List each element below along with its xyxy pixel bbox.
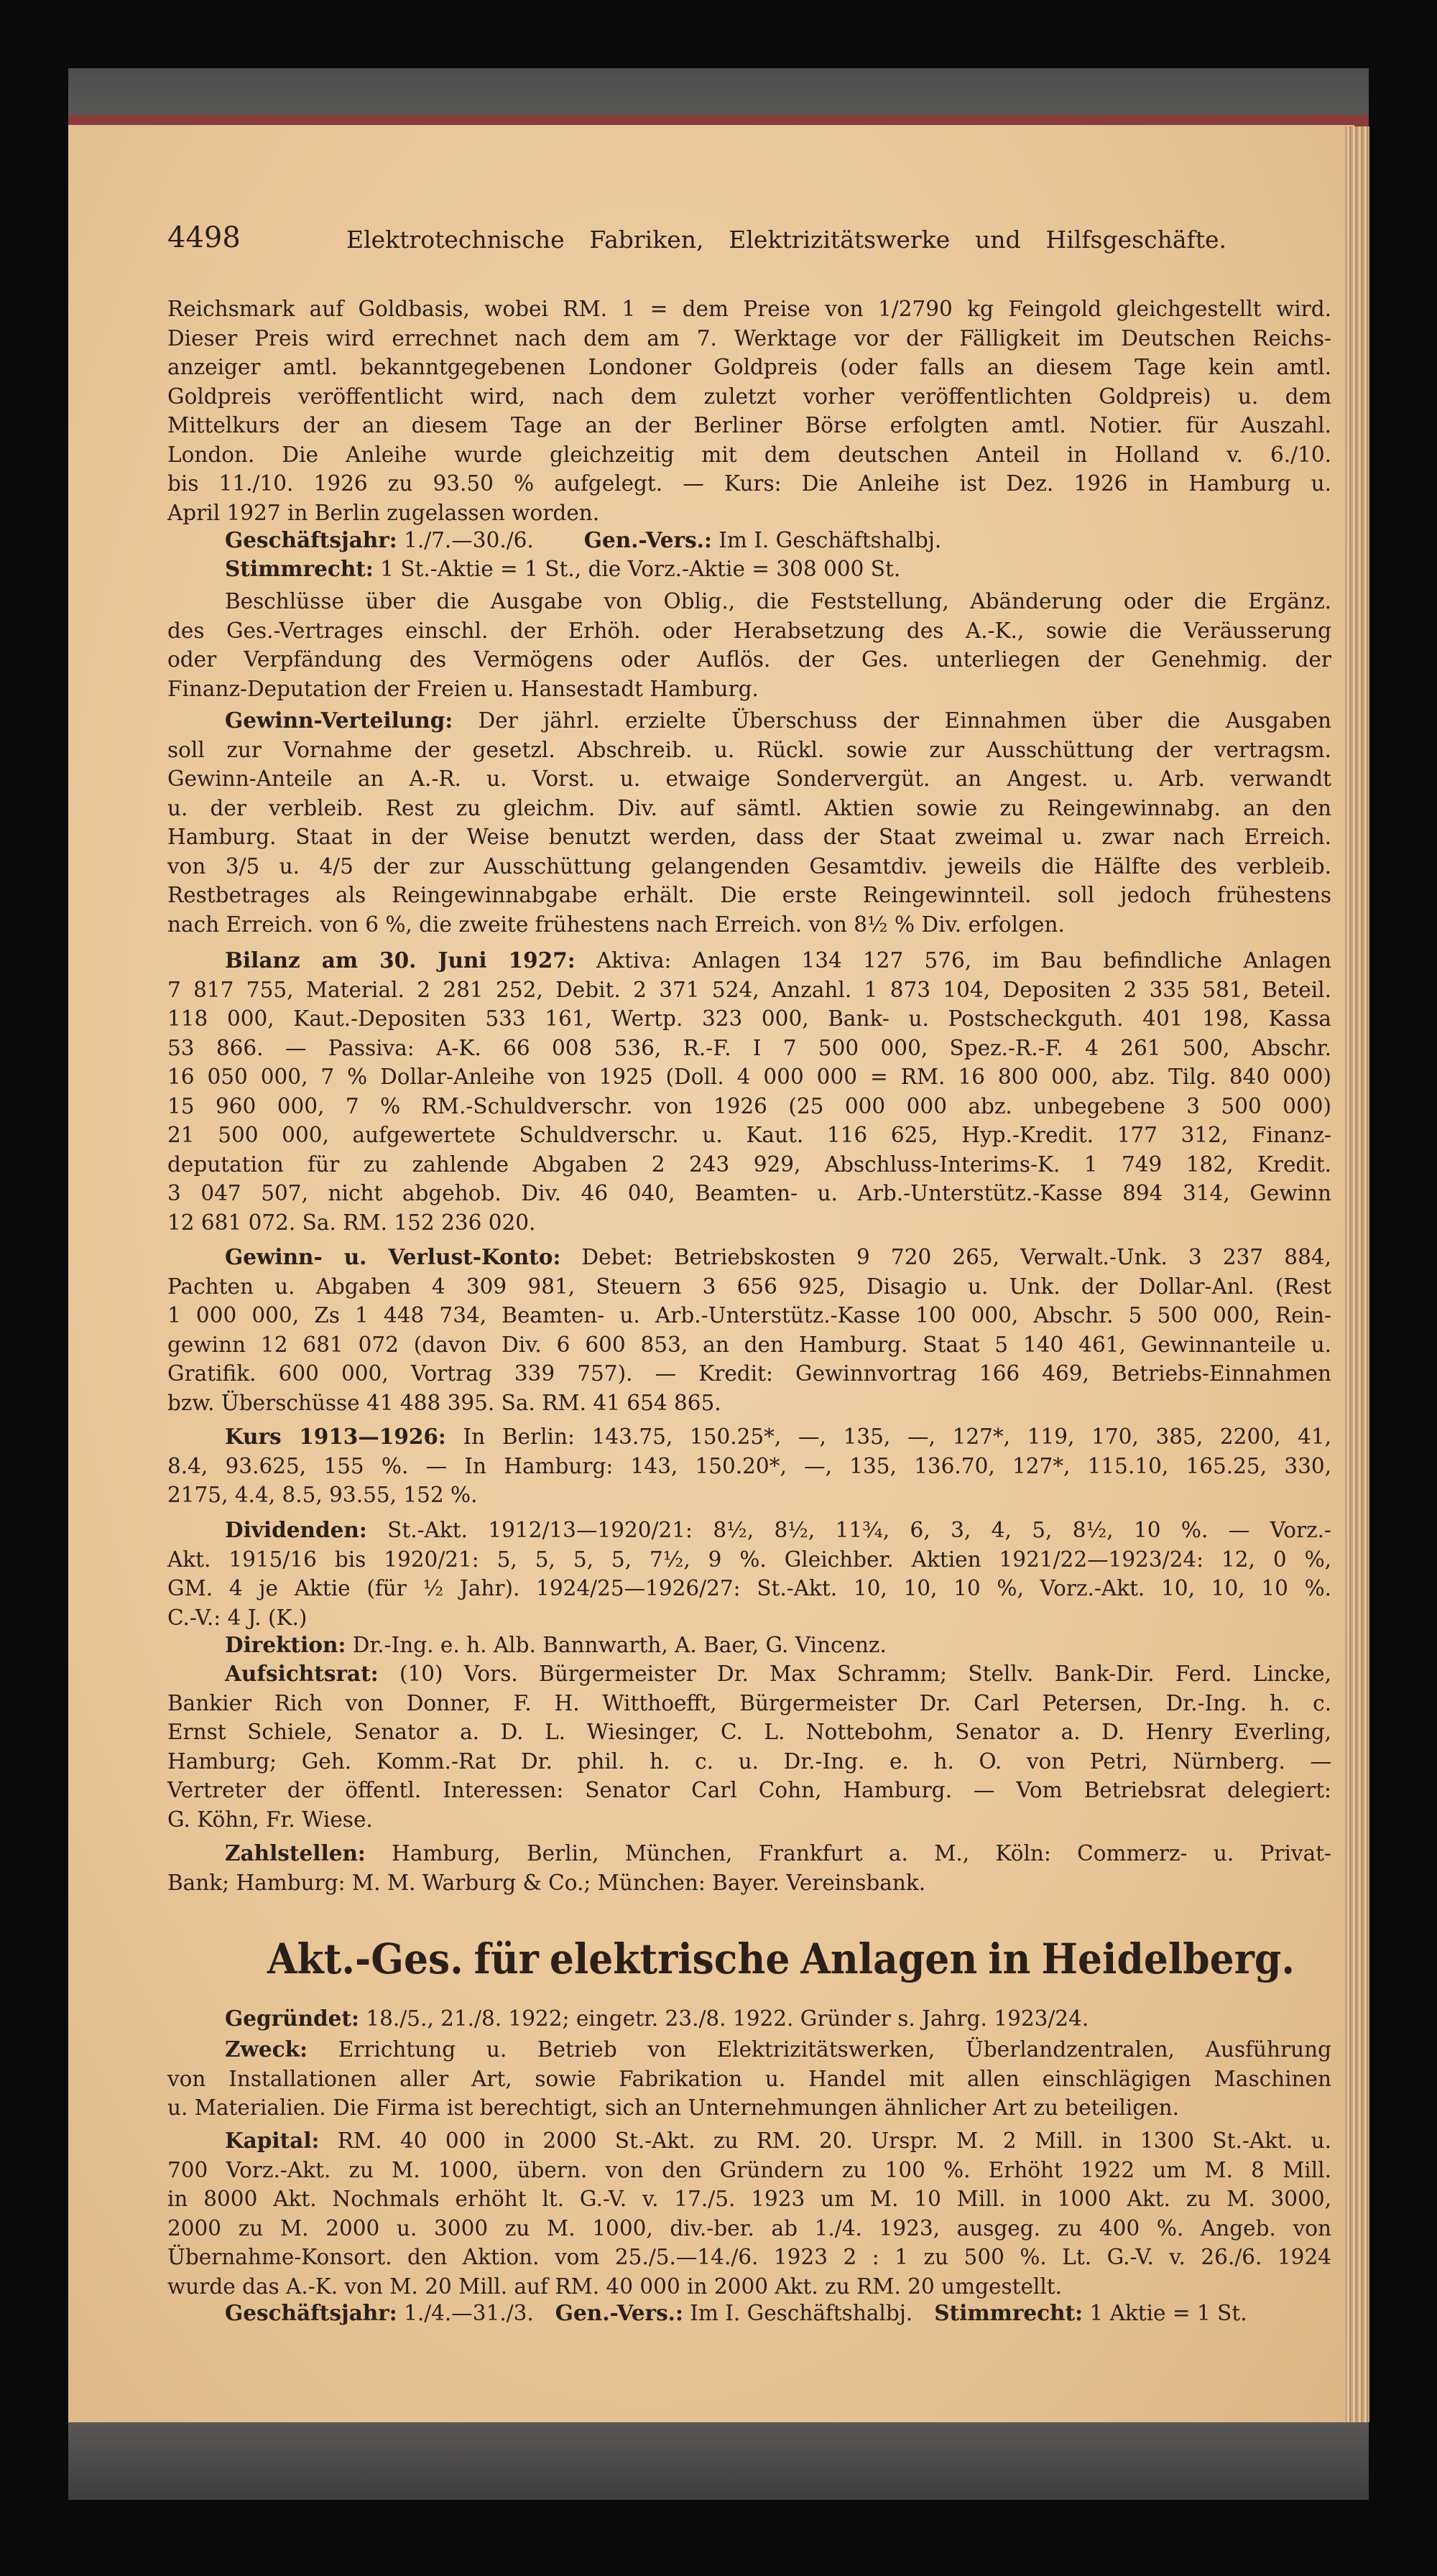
- paragraph-gewinn-verlust: [167, 1243, 1331, 1417]
- text-line: [167, 1208, 1331, 1238]
- line-text: Bankier Rich von Donner, F. H. Witthoefft, Bürgermeister Dr. Carl Petersen, Dr.-Ing. h. c.: [167, 1690, 1331, 1715]
- line-text: oder Verpfändung des Vermögens oder Auflös. der Ges. unterliegen der Genehmig. der: [167, 647, 1331, 672]
- line-text: u. Materialien. Die Firma ist berechtigt, sich an Unternehmungen ähnlicher Art zu beteiligen.: [167, 2095, 1179, 2120]
- line-text: 16 050 000, 7 % Dollar-Anleihe von 1925 (Doll. 4 000 000 = RM. 16 800 000, abz. Tilg. 840 000): [167, 1065, 1331, 1089]
- line-text: deputation für zu zahlende Abgaben 2 243 929, Abschluss-Interims-K. 1 749 182, Kredit.: [167, 1152, 1331, 1177]
- text-line: [167, 852, 1331, 881]
- value: Im I. Geschäftshalbj.: [683, 2301, 913, 2325]
- text-line: [167, 324, 1331, 353]
- line-text: 700 Vorz.-Akt. zu M. 1000, übern. von den Gründern zu 100 %. Erhöht 1922 um M. 8 Mill.: [167, 2157, 1331, 2182]
- line-text: 12 681 072. Sa. RM. 152 236 020.: [167, 1210, 536, 1235]
- text-line: [225, 1516, 1331, 1545]
- line-text: Errichtung u. Betrieb von Elektrizitätswerken, Überlandzentralen, Ausführung: [308, 2037, 1331, 2062]
- company-title: Akt.-Ges. für elektrische Anlagen in Heidelberg.: [267, 1935, 1295, 1983]
- line-text: 118 000, Kaut.-Depositen 533 161, Wertp. 323 000, Bank- u. Postscheckguth. 401 198, Kassa: [167, 1006, 1331, 1031]
- text-line: [167, 353, 1331, 382]
- text-line: [225, 2035, 1331, 2065]
- line-text: In Berlin: 143.75, 150.25*, —, 135, —, 127*, 119, 170, 385, 2200, 41,: [445, 1424, 1331, 1449]
- text-line: [167, 1150, 1331, 1180]
- line-text: Dr.-Ing. e. h. Alb. Bannwarth, A. Baer, G. Vincenz.: [346, 1633, 887, 1657]
- text-line: [167, 1179, 1331, 1208]
- line-text: soll zur Vornahme der gesetzl. Abschreib. u. Rückl. sowie zur Ausschüttung der vertragsm.: [167, 737, 1331, 762]
- text-line: [167, 2065, 1331, 2094]
- text-line: [167, 1689, 1331, 1718]
- text-line: [167, 616, 1331, 646]
- paragraph-zahlstellen: [167, 1839, 1331, 1897]
- line-text: Mittelkurs der an diesem Tage an der Berliner Börse erfolgten amtl. Notier. für Auszahl.: [167, 413, 1331, 437]
- line-text: wurde das A.-K. von M. 20 Mill. auf RM. 40 000 in 2000 Akt. zu RM. 20 umgestellt.: [167, 2274, 1063, 2299]
- label: Gewinn-Verteilung:: [225, 708, 453, 733]
- text-line: [167, 794, 1331, 823]
- line-text: 2175, 4.4, 8.5, 93.55, 152 %.: [167, 1483, 478, 1507]
- text-line: [167, 440, 1331, 470]
- text-line: [167, 2272, 1331, 2302]
- value: 1./7.—30./6.: [397, 528, 534, 552]
- running-title: Elektrotechnische Fabriken, Elektrizitätswerke und Hilfsgeschäfte.: [346, 226, 1226, 254]
- line-text: 21 500 000, aufgewertete Schuldverschr. u. Kaut. 116 625, Hyp.-Kredit. 177 312, Finanz-: [167, 1123, 1331, 1147]
- line-text: bis 11./10. 1926 zu 93.50 % aufgelegt. — Kurs: Die Anleihe ist Dez. 1926 in Hamburg u.: [167, 471, 1331, 496]
- text-line: [225, 706, 1331, 736]
- line-text: Beschlüsse über die Ausgabe von Oblig., die Feststellung, Abänderung oder die Ergänz.: [225, 589, 1331, 613]
- line-text: anzeiger amtl. bekanntgegebenen Londoner Goldpreis (oder falls an diesem Tage kein amtl.: [167, 355, 1331, 379]
- line-text: St.-Akt. 1912/13—1920/21: 8½, 8½, 11¾, 6, 3, 4, 5, 8½, 10 %. — Vorz.-: [366, 1518, 1331, 1542]
- label: Kapital:: [225, 2128, 320, 2153]
- paragraph-intro: [167, 295, 1331, 527]
- text-line: [167, 675, 1331, 704]
- text-line: [167, 1718, 1331, 1747]
- label: Gen.-Vers.:: [583, 527, 712, 552]
- text-line: [225, 1659, 1331, 1689]
- line-text: Gewinn-Anteile an A.-R. u. Vorst. u. etwaige Sondervergüt. an Angest. u. Arb. verwandt: [167, 766, 1331, 791]
- line-text: des Ges.-Vertrages einschl. der Erhöh. oder Herabsetzung des A.-K., sowie die Veräusserung: [167, 618, 1331, 643]
- paragraph-kurs: [167, 1422, 1331, 1510]
- paragraph-schluss: [167, 2299, 1331, 2328]
- line-text: 15 960 000, 7 % RM.-Schuldverschr. von 1926 (25 000 000 abz. unbegebene 3 500 000): [167, 1093, 1331, 1118]
- line-text: u. der verbleib. Rest zu gleichm. Div. auf sämtl. Aktien sowie zu Reingewinnabg. an den: [167, 795, 1331, 820]
- line-text: G. Köhn, Fr. Wiese.: [167, 1807, 373, 1832]
- line-text: Ernst Schiele, Senator a. D. L. Wiesinger, C. L. Nottebohm, Senator a. D. Henry Everling,: [167, 1720, 1331, 1744]
- text-line: [167, 1747, 1331, 1776]
- text-line: [167, 823, 1331, 852]
- text-line: [225, 1631, 1331, 1660]
- paragraph-gegruendet: [167, 2004, 1331, 2034]
- text-line: [167, 2243, 1331, 2272]
- label: Dividenden:: [225, 1517, 367, 1542]
- line-text: Gratifik. 600 000, Vortrag 339 757). — Kredit: Gewinnvortrag 166 469, Betriebs-Einnahmen: [167, 1361, 1331, 1386]
- line-text: Reichsmark auf Goldbasis, wobei RM. 1 = dem Preise von 1/2790 kg Feingold gleichgestellt wird.: [167, 297, 1331, 321]
- line-text: Goldpreis veröffentlicht wird, nach dem zuletzt vorher veröffentlichten Goldpreis) u. dem: [167, 384, 1331, 409]
- paragraph-bilanz: [167, 946, 1331, 1237]
- text-line: [167, 881, 1331, 910]
- line-text: Der jährl. erzielte Überschuss der Einnahmen über die Ausgaben: [453, 708, 1331, 733]
- page-number: 4498: [167, 221, 241, 254]
- text-line: [167, 1868, 1331, 1898]
- text-line: [225, 587, 1331, 616]
- paragraph-kapital: [167, 2126, 1331, 2301]
- paragraph-gewinn-verteilung: [167, 706, 1331, 939]
- label: Kurs 1913—1926:: [225, 1424, 446, 1449]
- label: Geschäftsjahr:: [225, 2300, 397, 2325]
- line-text: von 3/5 u. 4/5 der zur Ausschüttung gelangenden Gesamtdiv. jeweils die Hälfte des verbleib.: [167, 853, 1331, 879]
- line-text: Restbetrages als Reingewinnabgabe erhält. Die erste Reingewinnteil. soll jedoch frühestens: [167, 883, 1331, 907]
- value: Im I. Geschäftshalbj.: [711, 528, 942, 552]
- label: Gewinn- u. Verlust-Konto:: [225, 1244, 561, 1269]
- text-line: [167, 1004, 1331, 1034]
- text-line: [225, 1839, 1331, 1868]
- text-line: [225, 946, 1331, 976]
- text-line: [167, 910, 1331, 940]
- line-text: nach Erreich. von 6 %, die zweite frühestens nach Erreich. von 8½ % Div. erfolgen.: [167, 912, 1065, 937]
- line-text: C.-V.: 4 J. (K.): [167, 1605, 308, 1630]
- value: 1 Aktie = 1 St.: [1083, 2301, 1247, 2325]
- text-line: [225, 1422, 1331, 1452]
- label: Geschäftsjahr:: [225, 527, 397, 552]
- text-line: [167, 1301, 1331, 1330]
- line-text: Pachten u. Abgaben 4 309 981, Steuern 3 656 925, Disagio u. Unk. der Dollar-Anl. (Rest: [167, 1274, 1331, 1299]
- page-edges: [1345, 126, 1369, 2422]
- paragraph-dividenden: [167, 1516, 1331, 1632]
- text-line: [167, 1481, 1331, 1510]
- text-line: [167, 1603, 1331, 1633]
- line-text: in 8000 Akt. Nochmals erhöht lt. G.-V. v. 17./5. 1923 um M. 10 Mill. in 1000 Akt. zu M. 3000,: [167, 2187, 1331, 2211]
- text-line: [167, 764, 1331, 794]
- line-text: Akt. 1915/16 bis 1920/21: 5, 5, 5, 5, 7½, 9 %. Gleichber. Aktien 1921/22—1923/24: 12, 0 %,: [167, 1547, 1331, 1572]
- paragraph-direktion: [167, 1631, 1331, 1660]
- text-line: [167, 736, 1331, 765]
- line-text: 8.4, 93.625, 155 %. — In Hamburg: 143, 150.20*, —, 135, 136.70, 127*, 115.10, 165.25, 330,: [167, 1453, 1331, 1478]
- line-text: Hamburg. Staat in der Weise benutzt werden, dass der Staat zweimal u. zwar nach Erreich.: [167, 825, 1331, 849]
- line-text: Hamburg, Berlin, München, Frankfurt a. M., Köln: Commerz- u. Privat-: [365, 1841, 1331, 1866]
- line-text: Debet: Betriebskosten 9 720 265, Verwalt.-Unk. 3 237 884,: [560, 1245, 1331, 1269]
- text-line: [167, 1330, 1331, 1360]
- text-line: [167, 1272, 1331, 1302]
- text-line: [225, 1243, 1331, 1272]
- text-line: [167, 499, 1331, 528]
- text-line: [167, 2156, 1331, 2185]
- text-line: [167, 1034, 1331, 1063]
- paragraph-beschluesse: [167, 587, 1331, 703]
- label: Bilanz am 30. Juni 1927:: [225, 948, 576, 973]
- line-text: 18./5., 21./8. 1922; eingetr. 23./8. 1922. Gründer s. Jahrg. 1923/24.: [359, 2006, 1089, 2031]
- line-text: 7 817 755, Material. 2 281 252, Debit. 2 371 524, Anzahl. 1 873 104, Depositen 2 335 581, Beteil.: [167, 977, 1331, 1002]
- line-text: gewinn 12 681 072 (davon Div. 6 600 853, an den Hamburg. Staat 5 140 461, Gewinnanteile u.: [167, 1332, 1331, 1357]
- line-text: Bank; Hamburg: M. M. Warburg & Co.; München: Bayer. Vereinsbank.: [167, 1870, 926, 1895]
- text-line: [167, 295, 1331, 324]
- geschaeftsjahr-line: [225, 526, 1331, 555]
- line-text: Vertreter der öffentl. Interessen: Senator Carl Cohn, Hamburg. — Vom Betriebsrat delegiert:: [167, 1778, 1331, 1802]
- paragraph-stimmrecht: [167, 555, 1331, 584]
- text-line: [225, 555, 1331, 584]
- line-text: Finanz-Deputation der Freien u. Hansestadt Hamburg.: [167, 676, 759, 701]
- line-text: Aktiva: Anlagen 134 127 576, im Bau befindliche Anlagen: [575, 948, 1331, 973]
- label: Stimmrecht:: [934, 2300, 1083, 2325]
- value: 1./4.—31./3.: [397, 2301, 534, 2325]
- line-text: London. Die Anleihe wurde gleichzeitig mit dem deutschen Anteil in Holland v. 6./10.: [167, 442, 1331, 467]
- text-line: [167, 1545, 1331, 1575]
- text-line: [167, 1359, 1331, 1389]
- line-text: 3 047 507, nicht abgehob. Div. 46 040, Beamten- u. Arb.-Unterstütz.-Kasse 894 314, Gewinn: [167, 1181, 1331, 1205]
- line-text: GM. 4 je Aktie (für ½ Jahr). 1924/25—1926/27: St.-Akt. 10, 10, 10 %, Vorz.-Akt. 10, 10, 10 %.: [167, 1576, 1331, 1600]
- text-line: [167, 1805, 1331, 1835]
- schluss-line: [225, 2299, 1331, 2328]
- paragraph-zweck: [167, 2035, 1331, 2123]
- text-line: [167, 976, 1331, 1005]
- label: Direktion:: [225, 1632, 346, 1657]
- label: Gegründet:: [225, 2006, 359, 2031]
- line-text: bzw. Überschüsse 41 488 395. Sa. RM. 41 654 865.: [167, 1390, 721, 1415]
- line-text: RM. 40 000 in 2000 St.-Akt. zu RM. 20. Urspr. M. 2 Mill. in 1300 St.-Akt. u.: [319, 2128, 1331, 2153]
- label: Gen.-Vers.:: [555, 2300, 683, 2325]
- label: Zahlstellen:: [225, 1840, 366, 1866]
- text-line: [167, 2093, 1331, 2123]
- text-line: [167, 1389, 1331, 1418]
- line-text: April 1927 in Berlin zugelassen worden.: [167, 500, 600, 525]
- text-line: [225, 2126, 1331, 2156]
- line-text: Hamburg; Geh. Komm.-Rat Dr. phil. h. c. u. Dr.-Ing. e. h. O. von Petri, Nürnberg. —: [167, 1748, 1331, 1774]
- text-line: [167, 1062, 1331, 1092]
- text-line: [167, 1776, 1331, 1805]
- line-text: von Installationen aller Art, sowie Fabrikation u. Handel mit allen einschlägigen Maschinen: [167, 2066, 1331, 2091]
- text-line: [167, 1452, 1331, 1481]
- text-line: [225, 2004, 1331, 2034]
- text-line: [167, 411, 1331, 440]
- paragraph-aufsichtsrat: [167, 1659, 1331, 1834]
- text-line: [167, 645, 1331, 675]
- text-line: [167, 469, 1331, 499]
- label: Aufsichtsrat:: [225, 1661, 379, 1686]
- book-cover-bottom: [68, 2421, 1369, 2500]
- line-text: 2000 zu M. 2000 u. 3000 zu M. 1000, div.-ber. ab 1./4. 1923, ausgeg. zu 400 %. Angeb. von: [167, 2215, 1331, 2241]
- text-line: [167, 1574, 1331, 1603]
- line-text: Dieser Preis wird errechnet nach dem am 7. Werktage vor der Fälligkeit im Deutschen Reichs-: [167, 325, 1331, 351]
- text-line: [167, 1121, 1331, 1150]
- text-line: [167, 2184, 1331, 2214]
- text-line: [167, 382, 1331, 412]
- text-line: [167, 2214, 1331, 2243]
- line-text: Übernahme-Konsort. den Aktion. vom 25./5.—14./6. 1923 2 : 1 zu 500 %. Lt. G.-V. v. 26./6. 1924: [167, 2245, 1331, 2269]
- line-text: 1 St.-Aktie = 1 St., die Vorz.-Aktie = 308 000 St.: [373, 557, 901, 581]
- label: Stimmrecht:: [225, 556, 374, 581]
- text-line: [167, 1092, 1331, 1121]
- label: Zweck:: [225, 2037, 308, 2062]
- line-text: 1 000 000, Zs 1 448 734, Beamten- u. Arb.-Unterstütz.-Kasse 100 000, Abschr. 5 500 000, Rein-: [167, 1303, 1331, 1328]
- line-text: 53 866. — Passiva: A-K. 66 008 536, R.-F. I 7 500 000, Spez.-R.-F. 4 261 500, Abschr.: [167, 1035, 1331, 1060]
- line-text: (10) Vors. Bürgermeister Dr. Max Schramm; Stellv. Bank-Dir. Ferd. Lincke,: [378, 1662, 1331, 1686]
- paragraph-geschaeftsjahr: [167, 526, 1331, 555]
